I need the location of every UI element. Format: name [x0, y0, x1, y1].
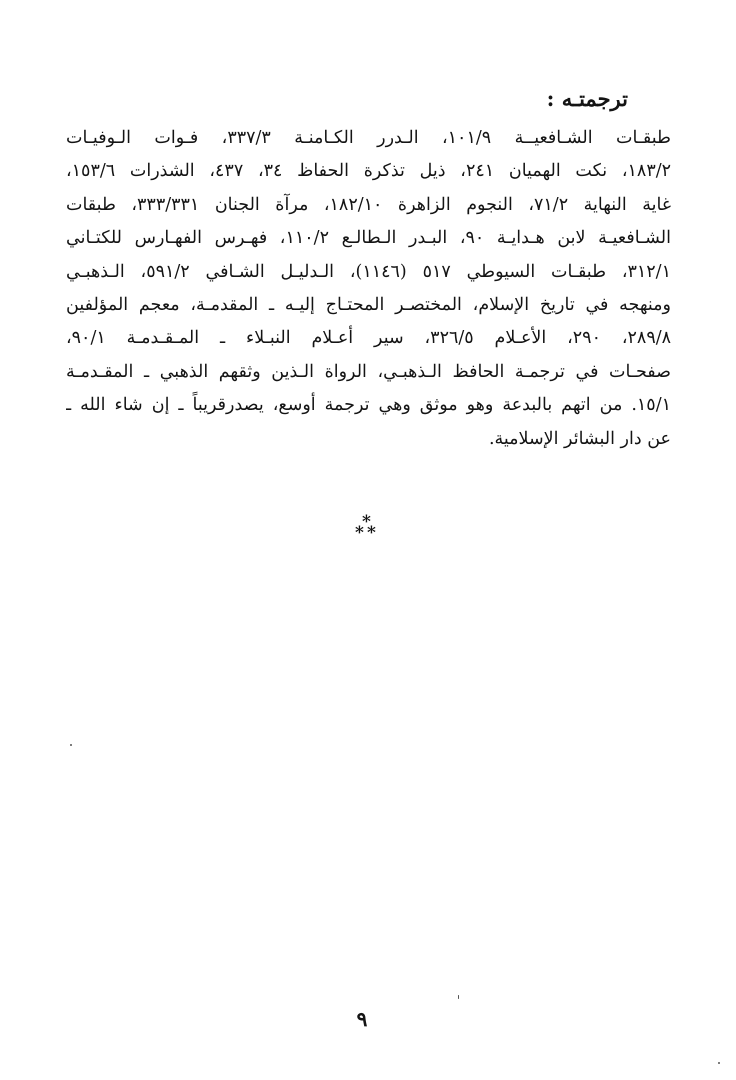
scan-speck	[458, 995, 459, 999]
paragraph-line: ٣١٢/١، طبقـات السيوطي ٥١٧ (١١٤٦)، الـدليـل الشـافي ٥٩١/٢، الـذهبـي	[66, 261, 671, 282]
scan-speck	[718, 1062, 720, 1064]
paragraph-line: ١٨٣/٢، نكت الهميان ٢٤١، ذيل تذكرة الحفاظ ٣٤، ٤٣٧، الشذرات ١٥٣/٦،	[66, 161, 671, 182]
paragraph-line: ٢٨٩/٨، ٢٩٠، الأعـلام ٣٢٦/٥، سير أعـلام النبـلاء ـ المـقـدمـة ٩٠/١،	[66, 328, 671, 349]
star-icon: *	[367, 523, 376, 543]
section-heading: ترجمتـه :	[546, 86, 628, 111]
paragraph-line: الشـافعيـة لابن هـدايـة ٩٠، البـدر الـطالـع ١١٠/٢، فهـرس الفهـارس للكتـاني	[66, 228, 671, 249]
paragraph-line: ١٥/١. من اتهم بالبدعة وهو موثق وهي ترجمة أوسع، يصدرقريباً ـ إن شاء الله ـ	[66, 395, 671, 416]
paragraph-line: ومنهجه في تاريخ الإسلام، المختصـر المحتـاج إليـه ـ المقدمـة، معجم المؤلفين	[66, 294, 671, 315]
paragraph-line: صفحـات في ترجمـة الحافظ الـذهبـي، الرواة الـذين وثقهم الذهبي ـ المقـدمـة	[66, 361, 671, 382]
asterism-separator	[354, 512, 384, 546]
scan-speck	[70, 744, 72, 746]
page-number: ٩	[356, 1007, 368, 1031]
star-icon: *	[355, 523, 364, 543]
star-icon: *	[362, 512, 371, 532]
paragraph-line: طبقـات الشـافعيــة ١٠١/٩، الـدرر الكـامنـة ٣٣٧/٣، فـوات الـوفيـات	[66, 128, 671, 148]
paragraph-line: غاية النهاية ٧١/٢، النجوم الزاهرة ١٨٢/١٠، مرآة الجنان ٣٣٣/٣٣١، طبقات	[66, 194, 671, 215]
biography-sources-paragraph	[66, 122, 671, 456]
paragraph-line: عن دار البشائر الإسلامية.	[488, 428, 671, 449]
